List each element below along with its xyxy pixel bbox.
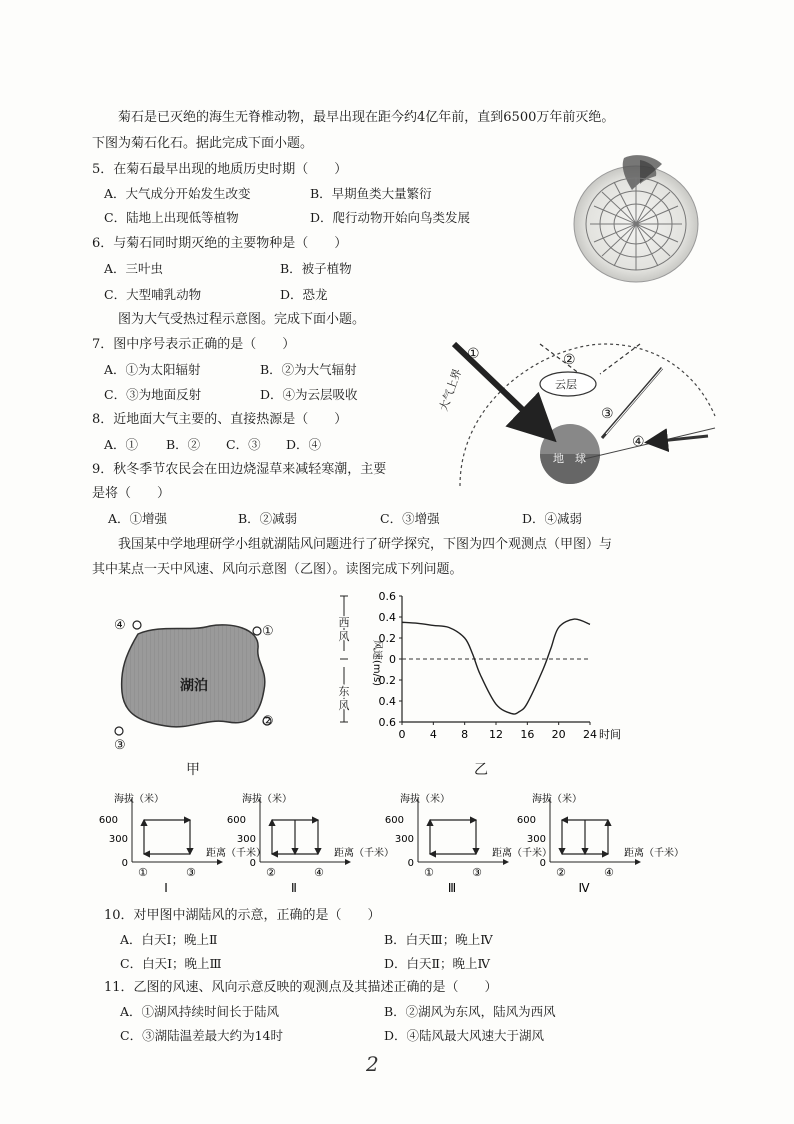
label-circle-3: ③ bbox=[601, 406, 614, 422]
left-point-label: ② bbox=[556, 866, 566, 879]
y-tick-label: 0.2 bbox=[378, 674, 396, 687]
x-tick-label: 16 bbox=[520, 728, 535, 741]
q8-stem: 8．近地面大气主要的、直接热源是（ ） bbox=[92, 412, 348, 427]
lake-label: 湖泊 bbox=[180, 678, 208, 694]
label-circle-4: ④ bbox=[632, 434, 645, 450]
lake-point-4: ④ bbox=[114, 618, 126, 633]
y-tick-label: 0.4 bbox=[378, 611, 396, 624]
y-tick-label: 0.6 bbox=[378, 716, 396, 729]
label-earth: 地 球 bbox=[553, 452, 586, 465]
tick-300: 300 bbox=[394, 834, 414, 845]
tick-600: 600 bbox=[516, 815, 536, 826]
x-axis-label: 距离（千米） bbox=[206, 848, 266, 859]
q6-stem: 6．与菊石同时期灭绝的主要物种是（ ） bbox=[92, 236, 348, 251]
label-cloud: 云层 bbox=[555, 378, 577, 391]
right-point-label: ④ bbox=[604, 866, 614, 879]
x-axis-label: 距离（千米） bbox=[624, 848, 684, 859]
q6-option-a[interactable]: A．三叶虫 bbox=[104, 261, 164, 276]
intro-lake-breeze-line2: 其中某点一天中风速、风向示意图（乙图）。读图完成下列问题。 bbox=[92, 562, 463, 577]
intro-heating: 图为大气受热过程示意图。完成下面小题。 bbox=[118, 312, 366, 327]
y-tick-label: 0.2 bbox=[378, 632, 396, 645]
west-label-char: 风 bbox=[338, 630, 350, 643]
point-4-marker bbox=[133, 621, 141, 629]
q8-option-a[interactable]: A．① bbox=[104, 437, 139, 452]
right-point-label: ③ bbox=[186, 866, 196, 879]
q9-option-d[interactable]: D．④减弱 bbox=[522, 511, 583, 526]
diagram-caption: Ⅱ bbox=[291, 881, 297, 895]
diagram-caption: Ⅰ bbox=[164, 881, 168, 895]
x-tick-label: 0 bbox=[398, 728, 406, 741]
x-tick-label: 12 bbox=[489, 728, 503, 741]
q9-stem-line1: 9．秋冬季节农民会在田边烧湿草来减轻寒潮，主要 bbox=[92, 462, 387, 477]
right-point-label: ④ bbox=[314, 866, 324, 879]
q9-option-b[interactable]: B．②减弱 bbox=[238, 511, 298, 526]
lake-point-3: ③ bbox=[114, 738, 126, 753]
point-1-marker bbox=[253, 627, 261, 635]
q7-option-a[interactable]: A．①为太阳辐射 bbox=[104, 362, 201, 377]
q5-stem: 5．在菊石最早出现的地质历史时期（ ） bbox=[92, 162, 348, 177]
y-tick-label: 0 bbox=[389, 653, 396, 666]
q10-option-b[interactable]: B．白天Ⅲ；晚上Ⅳ bbox=[384, 932, 493, 947]
q7-stem: 7．图中序号表示正确的是（ ） bbox=[92, 337, 296, 352]
y-axis-label: 海拔（米） bbox=[242, 794, 292, 805]
q8-option-b[interactable]: B．② bbox=[166, 437, 201, 452]
label-atmosphere-top: 大气上界 bbox=[436, 366, 465, 413]
y-tick-label: 0.4 bbox=[378, 695, 396, 708]
x-axis-label: 距离（千米） bbox=[334, 848, 394, 859]
wind-speed-line bbox=[402, 619, 590, 714]
page-number: 2 bbox=[366, 1052, 379, 1076]
tick-600: 600 bbox=[98, 815, 118, 826]
q10-stem: 10．对甲图中湖陆风的示意，正确的是（ ） bbox=[104, 908, 381, 923]
tick-300: 300 bbox=[526, 834, 546, 845]
lake-figure-caption: 甲 bbox=[186, 762, 200, 778]
tick-600: 600 bbox=[226, 815, 246, 826]
q10-option-d[interactable]: D．白天Ⅱ；晚上Ⅳ bbox=[384, 956, 491, 971]
tick-0: 0 bbox=[539, 858, 546, 869]
circulation-diagram-3 bbox=[384, 790, 552, 900]
x-tick-label: 8 bbox=[461, 728, 469, 741]
label-circle-2: ② bbox=[563, 352, 576, 368]
west-label-char: 西 bbox=[338, 616, 350, 629]
q7-option-c[interactable]: C．③为地面反射 bbox=[104, 387, 202, 402]
tick-300: 300 bbox=[236, 834, 256, 845]
label-circle-1: ① bbox=[467, 346, 480, 362]
east-label-char: 东 bbox=[338, 685, 350, 698]
intro-ammonite-line1: 菊石是已灭绝的海生无脊椎动物，最早出现在距今约4亿年前，直到6500万年前灭绝。 bbox=[118, 110, 615, 125]
tick-300: 300 bbox=[108, 834, 128, 845]
east-label-char: 风 bbox=[338, 699, 350, 712]
x-tick-label: 4 bbox=[429, 728, 437, 741]
diagram-caption: Ⅳ bbox=[578, 881, 590, 895]
q8-option-c[interactable]: C．③ bbox=[226, 437, 261, 452]
q6-option-d[interactable]: D．恐龙 bbox=[280, 287, 328, 302]
ammonite-fossil-image bbox=[566, 150, 702, 286]
left-point-label: ② bbox=[266, 866, 276, 879]
q5-option-a[interactable]: A．大气成分开始发生改变 bbox=[104, 186, 251, 201]
y-axis-label: 海拔（米） bbox=[114, 794, 164, 805]
left-point-label: ① bbox=[424, 866, 434, 879]
q7-option-d[interactable]: D．④为云层吸收 bbox=[260, 387, 358, 402]
q5-option-b[interactable]: B．早期鱼类大量繁衍 bbox=[310, 186, 432, 201]
q11-option-d[interactable]: D．④陆风最大风速大于湖风 bbox=[384, 1028, 545, 1043]
q11-stem: 11．乙图的风速、风向示意反映的观测点及其描述正确的是（ ） bbox=[104, 980, 498, 995]
q10-option-a[interactable]: A．白天Ⅰ；晚上Ⅱ bbox=[120, 932, 218, 947]
x-axis-label: 时间 bbox=[599, 728, 621, 741]
q8-option-d[interactable]: D．④ bbox=[286, 437, 322, 452]
y-axis-label: 海拔（米） bbox=[400, 794, 450, 805]
tick-0: 0 bbox=[407, 858, 414, 869]
q9-option-c[interactable]: C．③增强 bbox=[380, 511, 440, 526]
y-axis-label: 海拔（米） bbox=[532, 794, 582, 805]
intro-lake-breeze-line1: 我国某中学地理研学小组就湖陆风问题进行了研学探究，下图为四个观测点（甲图）与 bbox=[118, 537, 613, 552]
q7-option-b[interactable]: B．②为大气辐射 bbox=[260, 362, 357, 377]
x-axis-label: 距离（千米） bbox=[492, 848, 552, 859]
q11-option-c[interactable]: C．③湖陆温差最大约为14时 bbox=[120, 1028, 283, 1043]
q9-stem-line2: 是将（ ） bbox=[92, 486, 171, 501]
q5-option-c[interactable]: C．陆地上出现低等植物 bbox=[104, 210, 239, 225]
q6-option-b[interactable]: B．被子植物 bbox=[280, 261, 352, 276]
wind-chart-caption: 乙 bbox=[474, 762, 488, 778]
intro-ammonite-line2: 下图为菊石化石。据此完成下面小题。 bbox=[92, 136, 314, 151]
lake-point-2: ② bbox=[262, 714, 274, 729]
tick-0: 0 bbox=[249, 858, 256, 869]
q11-option-a[interactable]: A．①湖风持续时间长于陆风 bbox=[120, 1004, 280, 1019]
right-point-label: ③ bbox=[472, 866, 482, 879]
x-tick-label: 20 bbox=[551, 728, 566, 741]
x-tick-label: 24 bbox=[583, 728, 597, 741]
y-axis-label: 风速(m/s) bbox=[371, 639, 382, 687]
q10-option-c[interactable]: C．白天Ⅰ；晚上Ⅲ bbox=[120, 956, 222, 971]
q5-option-d[interactable]: D．爬行动物开始向鸟类发展 bbox=[310, 210, 471, 225]
point-3-marker bbox=[115, 727, 123, 735]
circulation-diagram-4 bbox=[516, 790, 684, 900]
circulation-diagram-2 bbox=[226, 790, 394, 900]
tick-600: 600 bbox=[384, 815, 404, 826]
q6-option-c[interactable]: C．大型哺乳动物 bbox=[104, 287, 202, 302]
y-tick-label: 0.6 bbox=[378, 590, 396, 603]
tick-0: 0 bbox=[121, 858, 128, 869]
left-point-label: ① bbox=[138, 866, 148, 879]
wind-speed-chart bbox=[330, 588, 650, 758]
lake-shape bbox=[122, 625, 265, 727]
diagram-caption: Ⅲ bbox=[447, 881, 457, 895]
lake-point-1: ① bbox=[262, 624, 274, 639]
q11-option-b[interactable]: B．②湖风为东风，陆风为西风 bbox=[384, 1004, 556, 1019]
q9-option-a[interactable]: A．①增强 bbox=[108, 511, 168, 526]
